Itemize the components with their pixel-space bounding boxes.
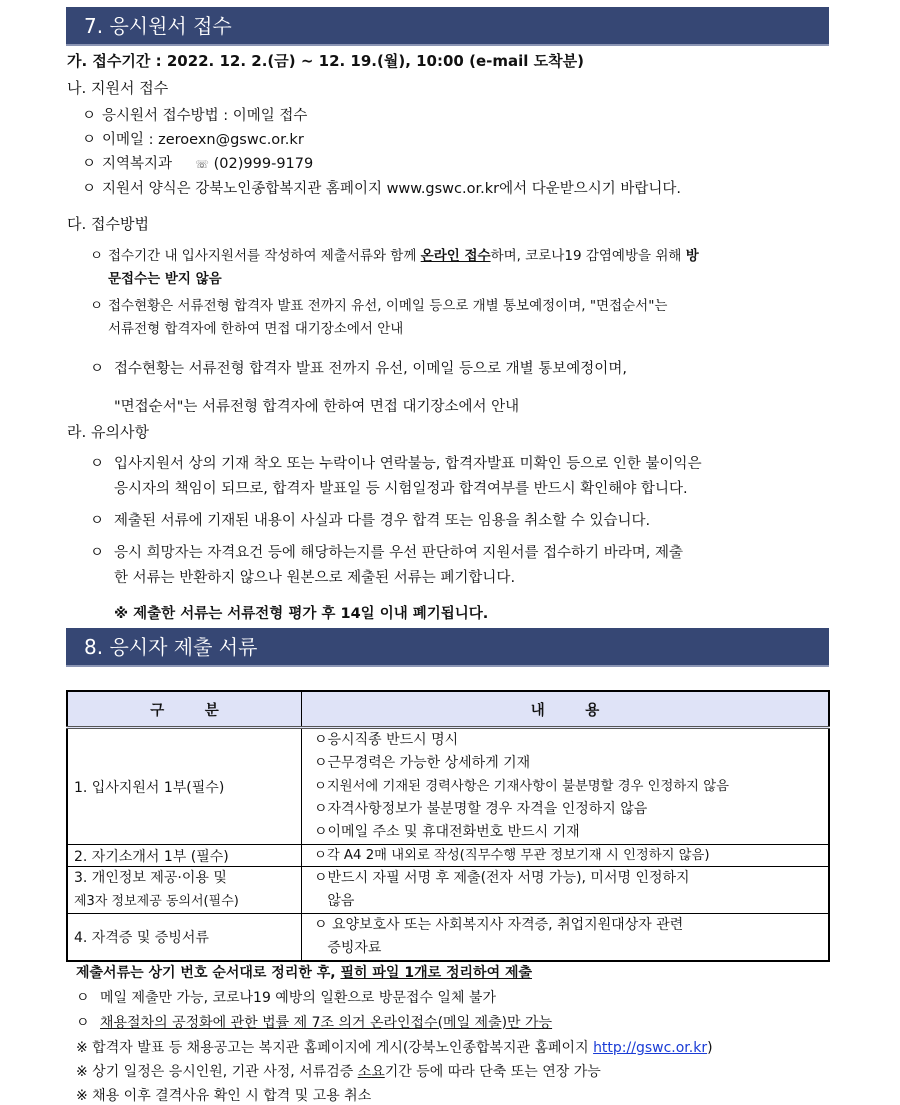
submission-instruction: 제출서류는 상기 번호 순서대로 정리한 후, 필히 파일 1개로 정리하여 제출 bbox=[76, 965, 533, 981]
list-item: ㅇ 응시 희망자는 자격요건 등에 해당하는지를 우선 판단하여 지원서를 접수하기 바라며, 제출 한 서류는 반환하지 않으나 원본으로 제출된 서류는 폐기합니다. bbox=[90, 541, 683, 591]
bullet-icon: ㅇ bbox=[82, 132, 97, 148]
column-header-category: 구 분 bbox=[67, 691, 302, 728]
section-8-title: 8. 응시자 제출 서류 bbox=[84, 635, 258, 659]
subsection-na-heading: 나. 지원서 접수 bbox=[67, 79, 169, 97]
row-content: ㅇ각 A4 2매 내외로 작성(직무수행 무관 정보기재 시 인정하지 않음) bbox=[302, 845, 830, 867]
section-8-header bbox=[66, 628, 829, 667]
row-content: ㅇ반드시 자필 서명 후 제출(전자 서명 가능), 미서명 인정하지 않음 bbox=[302, 867, 830, 914]
list-item-phone: ㅇ 지역복지과 ☏ (02)999-9179 bbox=[82, 152, 313, 173]
bullet-icon: ㅇ bbox=[82, 156, 97, 172]
phone-icon: ☏ bbox=[195, 158, 210, 171]
section-7-header bbox=[66, 7, 829, 46]
list-item: ㅇ 메일 제출만 가능, 코로나19 예방의 일환으로 방문접수 일체 불가 bbox=[76, 987, 496, 1007]
row-category: 2. 자기소개서 1부 (필수) bbox=[67, 845, 302, 867]
table-header-row bbox=[67, 691, 829, 728]
phone-number: (02)999-9179 bbox=[213, 156, 314, 172]
documents-table bbox=[66, 690, 830, 962]
bullet-icon: ㅇ bbox=[76, 990, 90, 1006]
cancellation-note: ※ 채용 이후 결격사유 확인 시 합격 및 고용 취소 bbox=[76, 1088, 372, 1104]
list-item: ㅇ 접수현황는 서류전형 합격자 발표 전까지 유선, 이메일 등으로 개별 통보예정이며, bbox=[90, 357, 627, 378]
bullet-icon: ㅇ bbox=[82, 181, 97, 197]
list-item-email: ㅇ 이메일 : zeroexn@gswc.or.kr bbox=[82, 128, 304, 149]
disposal-note: ※ 제출한 서류는 서류전형 평가 후 14일 이내 폐기됩니다. bbox=[114, 606, 489, 622]
row-content: ㅇ 요양보호사 또는 사회복지사 자격증, 취업지원대상자 관련 증빙자료 bbox=[302, 914, 830, 962]
list-item-continuation: "면접순서"는 서류전형 합격자에 한하여 면접 대기장소에서 안내 bbox=[114, 399, 520, 415]
table-row bbox=[67, 914, 829, 962]
row-category: 3. 개인정보 제공·이용 및 제3자 정보제공 동의서(필수) bbox=[67, 867, 302, 914]
column-header-content: 내 용 bbox=[302, 691, 830, 728]
row-category: 4. 자격증 및 증빙서류 bbox=[67, 914, 302, 962]
list-item: ㅇ 채용절차의 공정화에 관한 법률 제 7조 의거 온라인접수(메일 제출)만 가능 bbox=[76, 1012, 552, 1032]
announcement-note: ※ 합격자 발표 등 채용공고는 복지관 홈페이지에 게시(강북노인종합복지관 홈페이지 http://gswc.or.kr) bbox=[76, 1040, 713, 1056]
list-item: ㅇ 접수현황은 서류전형 합격자 발표 전까지 유선, 이메일 등으로 개별 통보예정이며, "면접순서"는 서류전형 합격자에 한하여 면접 대기장소에서 안내 bbox=[90, 295, 667, 341]
table-row bbox=[67, 845, 829, 867]
list-item: ㅇ 접수기간 내 입사지원서를 작성하여 제출서류와 함께 온라인 접수하며, 코로나19 감염예방을 위해 방 문접수는 받지 않음 bbox=[90, 245, 830, 291]
subsection-da-heading: 다. 접수방법 bbox=[67, 215, 149, 233]
list-item: ㅇ 응시원서 접수방법 : 이메일 접수 bbox=[82, 104, 307, 125]
homepage-link[interactable]: http://gswc.or.kr bbox=[593, 1040, 708, 1056]
bullet-icon: ㅇ bbox=[90, 456, 105, 472]
bullet-icon: ㅇ bbox=[90, 513, 105, 529]
row-category: 1. 입사지원서 1부(필수) bbox=[67, 728, 302, 845]
bullet-icon: ㅇ bbox=[90, 248, 104, 264]
list-item: ㅇ 지원서 양식은 강북노인종합복지관 홈페이지 www.gswc.or.kr에서 다운받으시기 바랍니다. bbox=[82, 177, 681, 198]
bullet-icon: ㅇ bbox=[82, 108, 97, 124]
bullet-icon: ㅇ bbox=[90, 298, 104, 314]
subsection-ra-heading: 라. 유의사항 bbox=[67, 423, 149, 441]
bullet-icon: ㅇ bbox=[90, 361, 105, 377]
list-item: ㅇ 입사지원서 상의 기재 착오 또는 누락이나 연락불능, 합격자발표 미확인 등으로 인한 불이익은 응시자의 책임이 되므로, 합격자 발표일 등 시험일정과 합격여부를 반드시 확인해야 합니다. bbox=[90, 452, 702, 502]
bullet-icon: ㅇ bbox=[90, 545, 105, 561]
bullet-icon: ㅇ bbox=[76, 1015, 90, 1031]
list-item: ㅇ 제출된 서류에 기재된 내용이 사실과 다를 경우 합격 또는 임용을 취소할 수 있습니다. bbox=[90, 509, 650, 530]
section-7-title: 7. 응시원서 접수 bbox=[84, 14, 232, 38]
row-content: ㅇ응시직종 반드시 명시 ㅇ근무경력은 가능한 상세하게 기재 ㅇ지원서에 기재된 경력사항은 기재사항이 불분명할 경우 인정하지 않음 ㅇ자격사항정보가 불분명할 경우 자격을 인정하지 않음 ㅇ이메일 주소 및 휴대전화번호 반드시 기재 bbox=[302, 728, 830, 845]
table-row bbox=[67, 867, 829, 914]
table-row bbox=[67, 728, 829, 845]
reception-period: 가. 접수기간 : 2022. 12. 2.(금) ~ 12. 19.(월), 10:00 (e-mail 도착분) bbox=[67, 52, 584, 70]
schedule-note: ※ 상기 일정은 응시인원, 기관 사정, 서류검증 소요기간 등에 따라 단축 또는 연장 가능 bbox=[76, 1064, 601, 1080]
